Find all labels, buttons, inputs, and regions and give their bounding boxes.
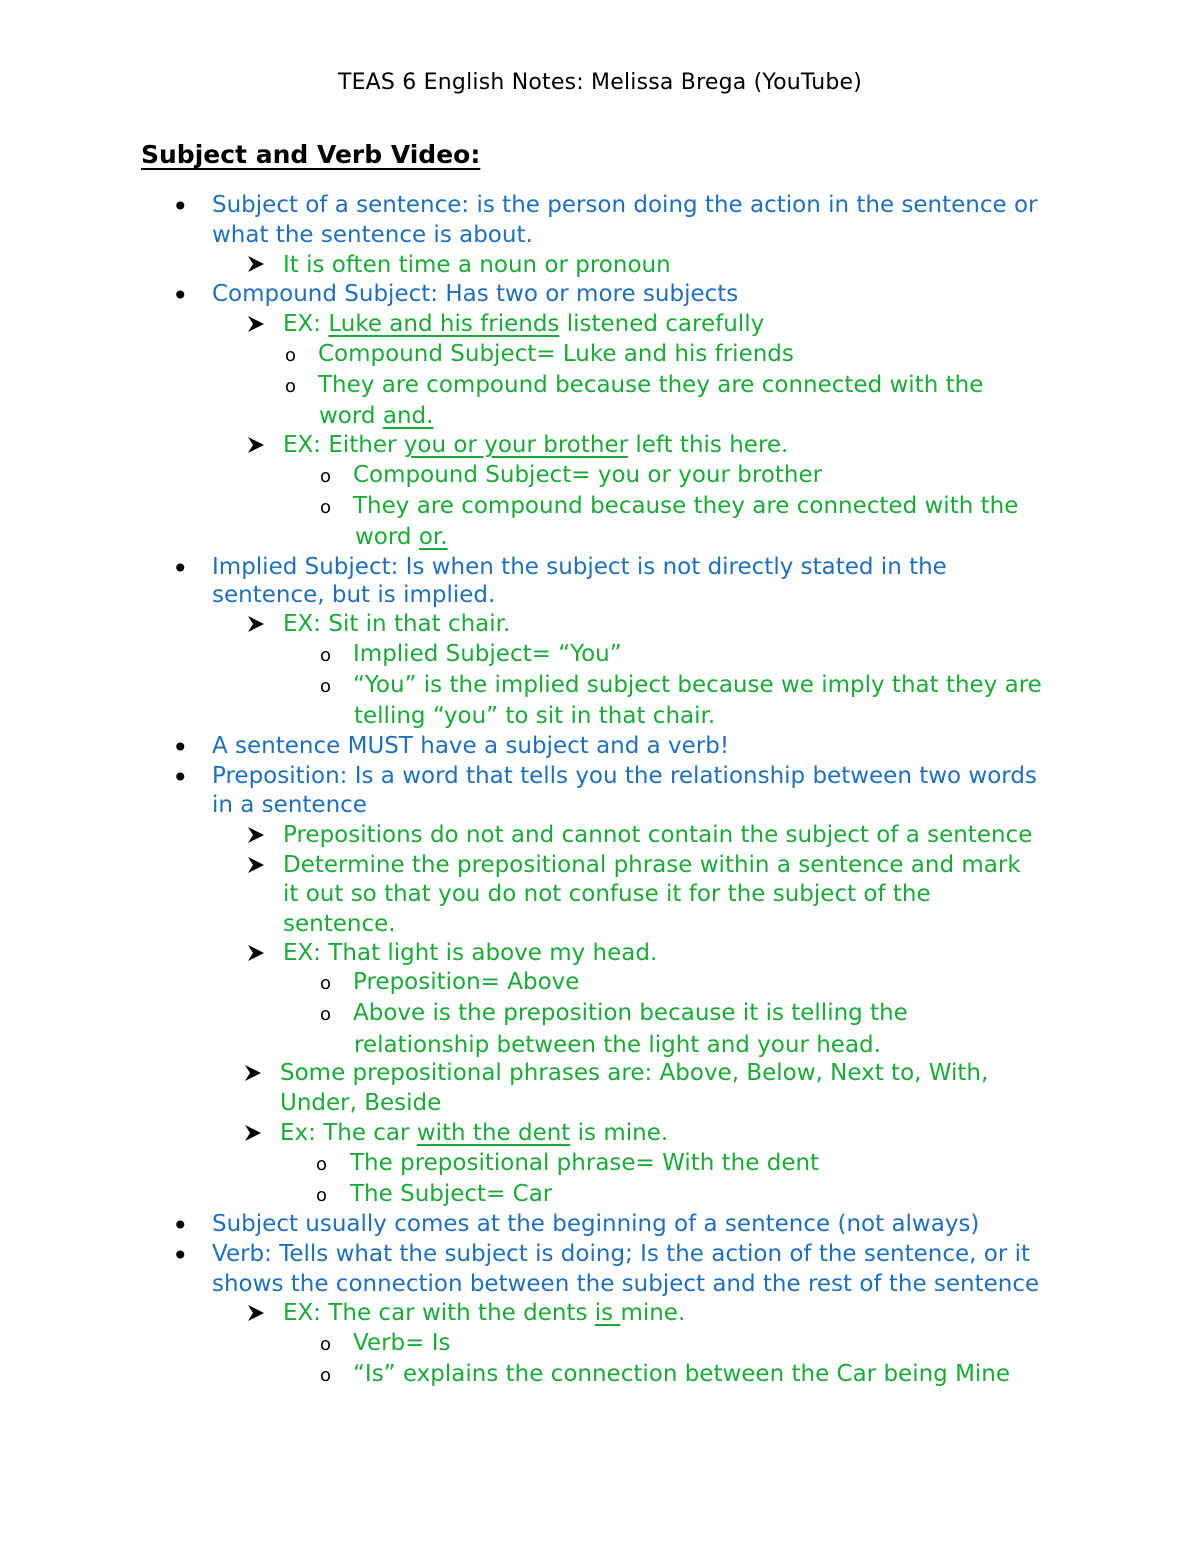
text-run: is mine. xyxy=(570,1120,669,1146)
list-item-continued: sentence. xyxy=(283,911,396,937)
circle-marker: o xyxy=(285,376,297,397)
list-item-continued: sentence, but is implied. xyxy=(212,582,496,608)
list-item: “You” is the implied subject because we imply that they are xyxy=(353,672,1042,698)
text-run: left this here. xyxy=(628,432,789,458)
list-item: The prepositional phrase= With the dent xyxy=(350,1150,820,1176)
bullet-marker: • xyxy=(172,279,189,312)
bullet-marker: • xyxy=(172,190,189,223)
arrow-bullet-icon xyxy=(247,255,265,273)
list-item-continued: Under, Beside xyxy=(280,1090,442,1116)
list-item: It is often time a noun or pronoun xyxy=(283,252,671,278)
text-run: EX: Either xyxy=(283,432,404,458)
bullet-marker: • xyxy=(172,1209,189,1242)
section-heading: Subject and Verb Video: xyxy=(141,140,481,169)
list-item: Verb= Is xyxy=(353,1330,451,1356)
list-item-continued: shows the connection between the subject and the rest of the sentence xyxy=(212,1271,1040,1297)
circle-marker: o xyxy=(285,345,297,366)
underlined-text: is xyxy=(594,1300,621,1326)
list-item: Subject usually comes at the beginning of a sentence (not always) xyxy=(212,1211,980,1237)
circle-marker: o xyxy=(320,973,332,994)
text-run: word xyxy=(355,524,419,550)
list-item: Above is the preposition because it is telling the xyxy=(353,1000,908,1026)
list-item: EX: Sit in that chair. xyxy=(283,611,511,637)
circle-marker: o xyxy=(316,1185,328,1206)
underlined-text: and. xyxy=(382,403,434,429)
list-item: Compound Subject: Has two or more subjects xyxy=(212,281,739,307)
circle-marker: o xyxy=(320,645,332,666)
bullet-marker: • xyxy=(172,761,189,794)
list-item: Compound Subject= you or your brother xyxy=(353,462,823,488)
arrow-bullet-icon xyxy=(247,315,265,333)
underlined-text: Luke and his friends xyxy=(328,311,560,337)
list-item: Subject of a sentence: is the person doing the action in the sentence or xyxy=(212,192,1038,218)
list-item: “Is” explains the connection between the Car being Mine xyxy=(353,1361,1011,1387)
arrow-bullet-icon xyxy=(244,1064,262,1082)
text-run: word xyxy=(319,403,383,429)
bullet-marker: • xyxy=(172,731,189,764)
text-run: listened carefully xyxy=(559,311,765,337)
list-item xyxy=(283,1298,685,1328)
circle-marker: o xyxy=(320,676,332,697)
list-item: Preposition= Above xyxy=(353,969,580,995)
list-item xyxy=(280,1118,668,1148)
list-item: They are compound because they are connected with the xyxy=(353,493,1019,519)
arrow-bullet-icon xyxy=(247,944,265,962)
list-item xyxy=(283,430,788,460)
text-run: EX: The car with the dents xyxy=(283,1300,595,1326)
text-run: mine. xyxy=(620,1300,686,1326)
list-item-continued xyxy=(319,401,433,431)
list-item-continued: in a sentence xyxy=(212,792,367,818)
list-item-continued: what the sentence is about. xyxy=(212,222,533,248)
list-item: EX: That light is above my head. xyxy=(283,940,658,966)
list-item: Verb: Tells what the subject is doing; Is the action of the sentence, or it xyxy=(212,1241,1031,1267)
bullet-marker: • xyxy=(172,552,189,585)
underlined-text: or. xyxy=(418,524,448,550)
list-item: A sentence MUST have a subject and a verb! xyxy=(212,733,730,759)
circle-marker: o xyxy=(320,466,332,487)
text-run: EX: xyxy=(283,311,329,337)
arrow-bullet-icon xyxy=(244,1124,262,1142)
list-item-continued: it out so that you do not confuse it for the subject of the xyxy=(283,881,931,907)
circle-marker: o xyxy=(320,1365,332,1386)
list-item: Preposition: Is a word that tells you the relationship between two words xyxy=(212,763,1037,789)
bullet-marker: • xyxy=(172,1239,189,1272)
arrow-bullet-icon xyxy=(247,615,265,633)
list-item: Implied Subject: Is when the subject is not directly stated in the xyxy=(212,554,947,580)
list-item-continued: relationship between the light and your head. xyxy=(354,1032,881,1058)
page-header: TEAS 6 English Notes: Melissa Brega (YouTube) xyxy=(337,70,863,95)
list-item-continued xyxy=(355,522,448,552)
arrow-bullet-icon xyxy=(247,826,265,844)
list-item-continued: telling “you” to sit in that chair. xyxy=(354,703,716,729)
underlined-text: with the dent xyxy=(416,1120,571,1146)
circle-marker: o xyxy=(316,1154,328,1175)
list-item: Determine the prepositional phrase within a sentence and mark xyxy=(283,852,1021,878)
arrow-bullet-icon xyxy=(247,436,265,454)
list-item xyxy=(283,309,764,339)
arrow-bullet-icon xyxy=(247,856,265,874)
circle-marker: o xyxy=(320,497,332,518)
list-item: Compound Subject= Luke and his friends xyxy=(318,341,794,367)
list-item: They are compound because they are connected with the xyxy=(318,372,984,398)
arrow-bullet-icon xyxy=(247,1304,265,1322)
underlined-text: you or your brother xyxy=(403,432,629,458)
list-item: The Subject= Car xyxy=(350,1181,553,1207)
text-run: Ex: The car xyxy=(280,1120,417,1146)
list-item: Prepositions do not and cannot contain the subject of a sentence xyxy=(283,822,1033,848)
list-item: Implied Subject= “You” xyxy=(353,641,622,667)
list-item: Some prepositional phrases are: Above, Below, Next to, With, xyxy=(280,1060,989,1086)
circle-marker: o xyxy=(320,1004,332,1025)
circle-marker: o xyxy=(320,1334,332,1355)
